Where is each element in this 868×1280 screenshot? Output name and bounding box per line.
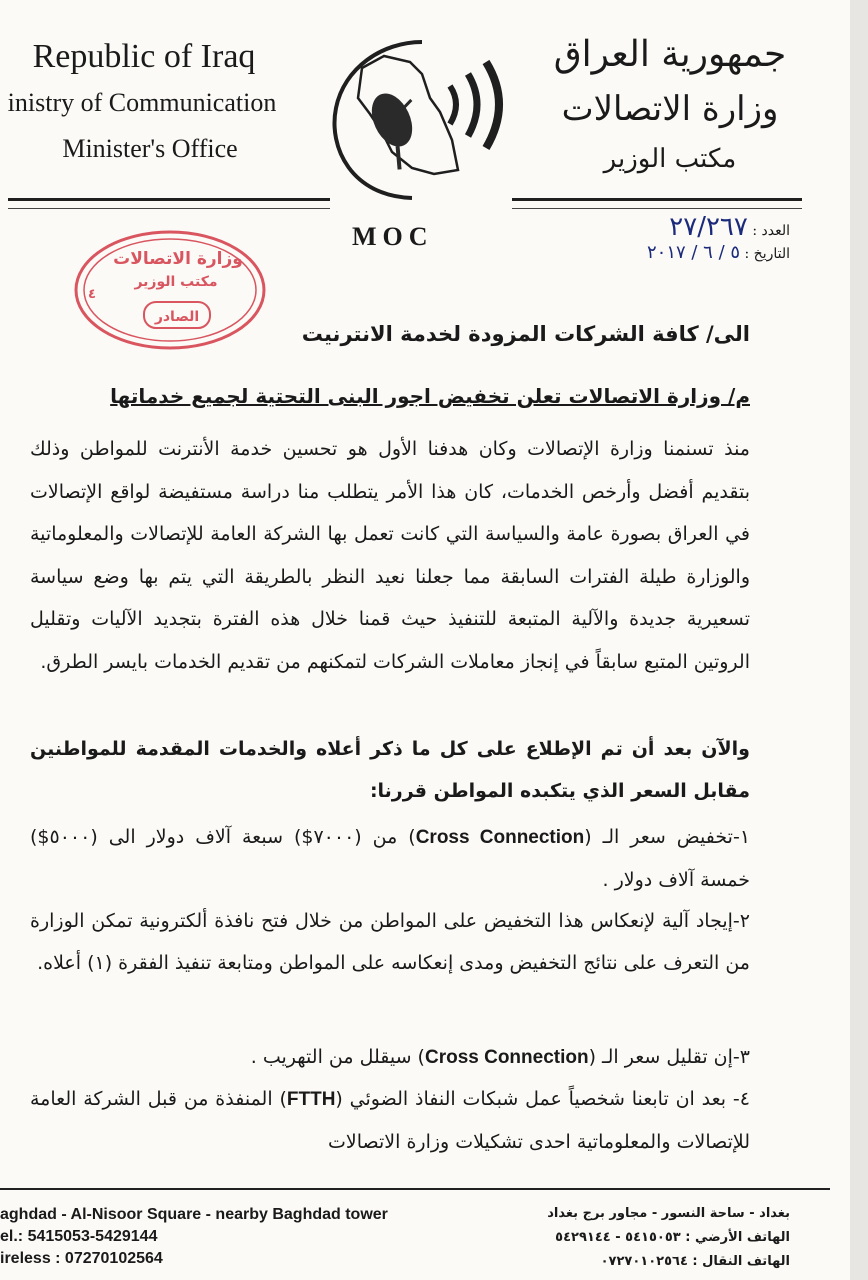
- ministry-logo: [322, 28, 522, 208]
- header-en-office: Minister's Office: [62, 134, 238, 163]
- header-rule-left-thin: [8, 208, 330, 209]
- item1-text-a: ١-تخفيض سعر الـ (: [584, 826, 751, 848]
- item4-text-a: ٤- بعد ان تابعنا شخصياً عمل شبكات النفاذ الضوئي (: [335, 1088, 750, 1110]
- item3-text-c: ) سيقلل من التهريب .: [250, 1046, 425, 1068]
- ref-number-row: [647, 212, 790, 242]
- item1-term: Cross Connection: [415, 827, 585, 848]
- header-ar-ministry: وزارة الاتصالات: [561, 89, 779, 129]
- footer-ar-phone: الهاتف الأرضي : ٥٤١٥٠٥٣ - ٥٤٢٩١٤٤: [555, 1230, 790, 1245]
- stamp-line2: مكتب الوزير: [134, 274, 218, 290]
- ref-date-label: التاريخ :: [744, 246, 790, 262]
- page-edge: [850, 0, 868, 1280]
- ref-date-value: ٥ / ٦ / ٢٠١٧: [646, 242, 741, 263]
- item3-term: Cross Connection: [424, 1047, 589, 1068]
- stamp-line3: الصادر: [154, 309, 200, 325]
- ref-number-value: ٢٧/٢٦٧: [669, 212, 748, 242]
- header-rule-right: [512, 198, 802, 201]
- item4-text-c: ) المنفذة من قبل الشركة العامة للإتصالات والمعلوماتية احدى تشكيلات وزارة الاتصالات: [30, 1088, 750, 1153]
- logo-text: MOC: [352, 222, 434, 251]
- footer-en-phone: el.: 5415053-5429144: [0, 1228, 158, 1245]
- decision-item-2: ٢-إيجاد آلية لإنعكاس هذا التخفيض على المواطن من خلال فتح نافذة ألكترونية تمكن الوزارة من التعرف على نتائج التخفيض ومدى إنعكاسه على المواطن ومتابعة تنفيذ الفقرة (١) أعلاه.: [30, 910, 750, 974]
- body-paragraph-1: منذ تسنمنا وزارة الإتصالات وكان هدفنا الأول هو تحسين خدمة الأنترنت للمواطن وذلك بتقديم أفضل وأرخص الخدمات، كان هذا الأمر يتطلب منا دراسة مستفيضة لواقع الإتصالات في العراق بصورة عامة والسياسة التي كانت تعمل بها الشركة العامة للإتصالات والمعلوماتية والوزارة طيلة الفترات السابقة مما جعلنا نعيد النظر بالطريقة التي يتم بها وضع سياسة تسعيرية جديدة والآلية المتبعة للتنفيذ حيث قمنا خلال هذه الفترة بتجديد الآليات وتقليل الروتين المتبع سابقاً في إنجاز معاملات الشركات لتمكنهم من تقديم الخدمات بايسر الطرق.: [30, 438, 750, 673]
- subject-line: م/ وزارة الاتصالات تعلن تخفيض اجور البنى التحتية لجميع خدماتها: [110, 384, 750, 408]
- footer-english: [0, 1204, 388, 1270]
- footer-arabic: [547, 1202, 790, 1274]
- footer-en-mobile: ireless : 07270102564: [0, 1250, 163, 1267]
- footer-rule: [0, 1188, 830, 1190]
- header-english: [0, 34, 300, 172]
- header-en-country: Republic of Iraq: [32, 38, 256, 75]
- header-ar-office: مكتب الوزير: [603, 144, 737, 174]
- footer-en-address: aghdad - Al-Nisoor Square - nearby Baghdad tower: [0, 1206, 388, 1223]
- header-en-ministry: inistry of Communication: [7, 88, 277, 117]
- item4-term: FTTH: [286, 1089, 336, 1110]
- decision-item-3: [30, 1036, 750, 1079]
- header-rule-left: [8, 198, 330, 201]
- footer-ar-address: بغداد - ساحة النسور - مجاور برج بغداد: [547, 1206, 790, 1221]
- reference-block: [646, 212, 790, 265]
- header-ar-country: جمهورية العراق: [553, 34, 787, 75]
- stamp-line1: وزارة الاتصالات: [113, 249, 243, 269]
- body-paragraph-2: والآن بعد أن تم الإطلاع على كل ما ذكر أعلاه والخدمات المقدمة للمواطنين مقابل السعر الذي يتكبده المواطن قررنا:: [30, 738, 750, 802]
- header-arabic: [540, 28, 800, 182]
- ref-date-row: [647, 242, 790, 265]
- decision-item-4: [30, 1078, 750, 1163]
- footer-ar-mobile: الهاتف النقال : ٠٧٢٧٠١٠٢٥٦٤: [600, 1254, 790, 1269]
- recipient-line: الى/ كافة الشركات المزودة لخدمة الانترنيت: [301, 322, 750, 346]
- header-rule-right-thin: [512, 208, 802, 209]
- stamp-line4: ٤: [88, 287, 96, 302]
- item1-text-c: ) من (٧٠٠٠$) سبعة آلاف دولار الى (٥٠٠٠$) خمسة آلاف دولار .: [30, 826, 750, 891]
- ref-number-label: العدد :: [752, 223, 790, 239]
- item3-text-a: ٣-إن تقليل سعر الـ (: [588, 1046, 750, 1068]
- decision-item-1: [30, 816, 750, 901]
